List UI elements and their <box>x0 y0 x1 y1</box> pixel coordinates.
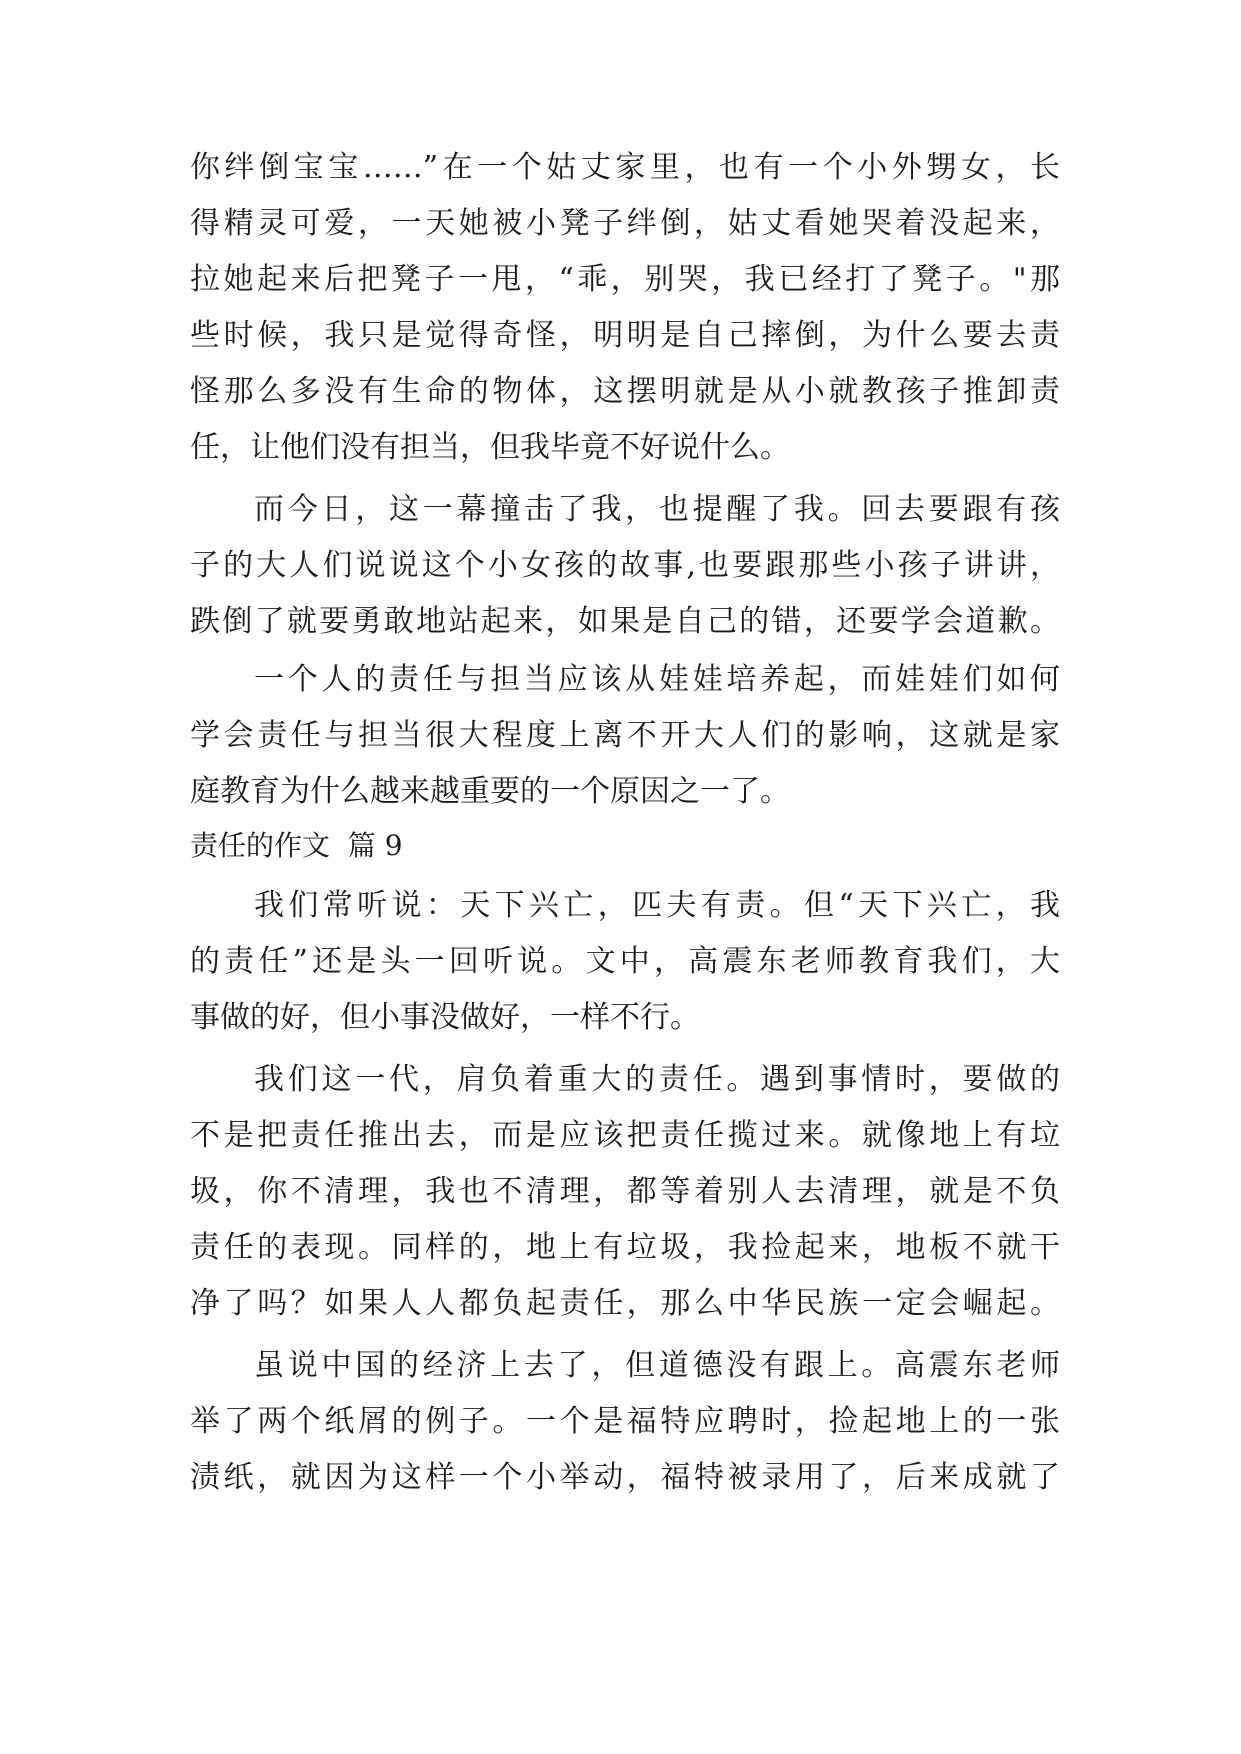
text-line: 圾，你不清理，我也不清理，都等着别人去清理，就是不负 <box>190 1174 1060 1209</box>
text-line: 举了两个纸屑的例子。一个是福特应聘时，捡起地上的一张 <box>190 1404 1060 1439</box>
text-line: 而今日，这一幕撞击了我，也提醒了我。回去要跟有孩 <box>254 492 1060 527</box>
text-line: 你绊倒宝宝……”在一个姑丈家里，也有一个小外甥女，长 <box>190 150 1060 185</box>
text-line: 跌倒了就要勇敢地站起来，如果是自己的错，还要学会道歉。 <box>190 604 1060 639</box>
text-line: 的责任”还是头一回听说。文中，高震东老师教育我们，大 <box>190 944 1060 979</box>
text-line: 子的大人们说说这个小女孩的故事,也要跟那些小孩子讲讲， <box>190 548 1060 583</box>
text-line: 得精灵可爱，一天她被小凳子绊倒，姑丈看她哭着没起来， <box>190 206 1060 241</box>
text-line: 责任的表现。同样的，地上有垃圾，我捡起来，地板不就干 <box>190 1230 1060 1265</box>
text-line: 些时候，我只是觉得奇怪，明明是自己摔倒，为什么要去责 <box>190 318 1060 353</box>
text-line: 我们这一代，肩负着重大的责任。遇到事情时，要做的 <box>254 1062 1060 1097</box>
text-line: 怪那么多没有生命的物体，这摆明就是从小就教孩子推卸责 <box>190 374 1060 409</box>
text-line: 学会责任与担当很大程度上离不开大人们的影响，这就是家 <box>190 718 1060 753</box>
text-line: 虽说中国的经济上去了，但道德没有跟上。高震东老师 <box>254 1348 1060 1383</box>
text-line: 任，让他们没有担当，但我毕竟不好说什么。 <box>190 430 790 465</box>
text-line: 不是把责任推出去，而是应该把责任揽过来。就像地上有垃 <box>190 1118 1060 1153</box>
text-line: 我们常听说：天下兴亡，匹夫有责。但“天下兴亡，我 <box>254 888 1060 923</box>
text-line: 净了吗？如果人人都负起责任，那么中华民族一定会崛起。 <box>190 1286 1060 1321</box>
section-heading: 责任的作文 篇 9 <box>190 829 403 862</box>
text-line: 事做的好，但小事没做好，一样不行。 <box>190 1000 700 1035</box>
text-line: 拉她起来后把凳子一甩，“乖，别哭，我已经打了凳子。"那 <box>190 262 1060 297</box>
text-line: 一个人的责任与担当应该从娃娃培养起，而娃娃们如何 <box>254 662 1060 697</box>
text-line: 庭教育为什么越来越重要的一个原因之一了。 <box>190 774 790 809</box>
text-line: 渍纸，就因为这样一个小举动，福特被录用了，后来成就了 <box>190 1460 1060 1495</box>
